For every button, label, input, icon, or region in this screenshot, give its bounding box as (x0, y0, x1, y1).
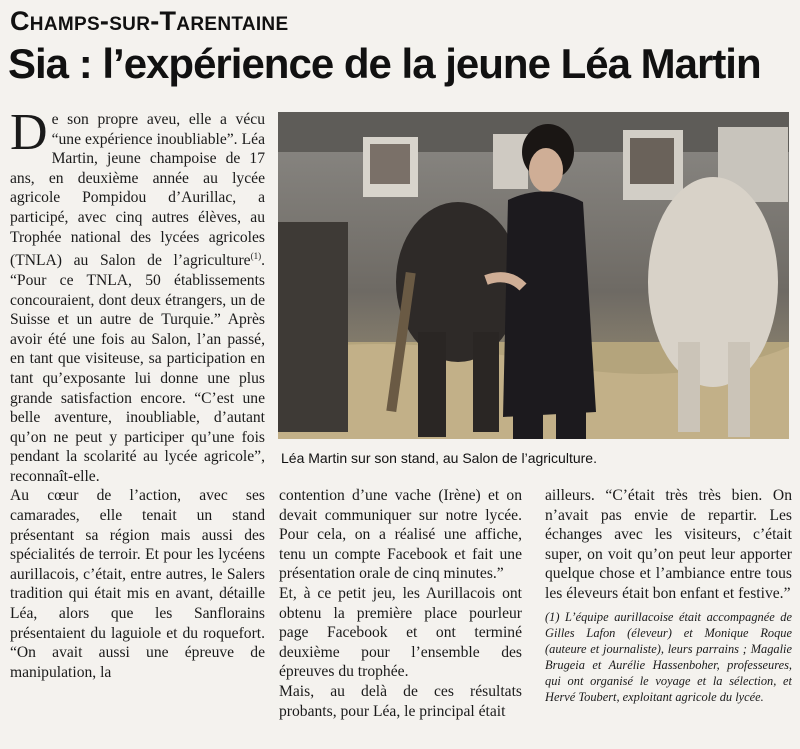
article-column-3 (545, 486, 792, 748)
article-kicker: Champs-sur-Tarentaine (10, 6, 289, 36)
article-column-1 (10, 110, 265, 745)
article-column-2 (279, 486, 522, 748)
photo-illustration (278, 112, 789, 439)
paragraph-3: contention d’une vache (Irène) et on devait communiquer sur notre lycée. Pour cela, on a réalisé une affiche, tenu un compte Facebook et fait une présentation orale de cinq minutes.” (279, 487, 522, 583)
article-headline: Sia : l’expérience de la jeune Léa Martin (8, 40, 761, 87)
paragraph-6: ailleurs. “C’était très très bien. On n’avait pas envie de repartir. Les échanges avec les visiteurs, c’était super, on voit qu’on peut leur apporter quelque chose et l’ambiance entre tous les éleveurs était bon enfant et festive.” (545, 487, 792, 602)
paragraph-2: Au cœur de l’action, avec ses camarades, elle tenait un stand présentant sa région mais aussi des spécialités de terroir. Et pour les lycéens aurillacois, c’était, entre autres, le Salers tradition qui était mis en avant, détaille Léa, alors que les Sanflorains présentaient du laguiole et du roquefort. “On avait aussi une épreuve de manipulation, la (10, 487, 265, 681)
photo-caption: Léa Martin sur son stand, au Salon de l’agriculture. (281, 450, 597, 466)
footnote: (1) L’équipe aurillacoise était accompagnée de Gilles Lafon (éleveur) et Monique Roque (auteure et journaliste), leurs parrains ; Magalie Brugeia et Aurélie Hassenboher, professeures, qui ont organisé le voyage et la sélection, et Hervé Toubert, exploitant agricole du lycée. (545, 609, 792, 704)
paragraph-1: De son propre aveu, elle a vécu “une expérience inoubliable”. Léa Martin, jeune champoise de 17 ans, en deuxième année au lycée agricole Pompidou d’Aurillac, a participé, avec cinq autres élèves, au Trophée national des lycées agricoles (TNLA) au Salon de l’agriculture$^{(1)}$. “Pour ce TNLA, 50 établissements concouraient, dont deux étrangers, un de Suisse et un autre de Turquie.” Après avoir été une fois au Salon, l’an passé, en tant que visiteuse, sa participation en tant qu’exposante lui donne une plus grande satisfaction encore. “C’est une belle aventure, inoubliable, d’autant qu’on ne peut y participer qu’une fois pendant la scolarité au lycée agricole”, reconnaît-elle. (10, 110, 265, 485)
drop-cap: D (10, 110, 48, 161)
article-photo (278, 112, 789, 439)
paragraph-5: Mais, au delà de ces résultats probants, pour Léa, le principal était (279, 682, 522, 720)
footnote-ref: (1) (250, 251, 262, 262)
paragraph-4: Et, à ce petit jeu, les Aurillacois ont obtenu la première place pourleur page Facebook et ont terminé deuxième pour l’ensemble des épreuves du trophée. (279, 584, 522, 681)
